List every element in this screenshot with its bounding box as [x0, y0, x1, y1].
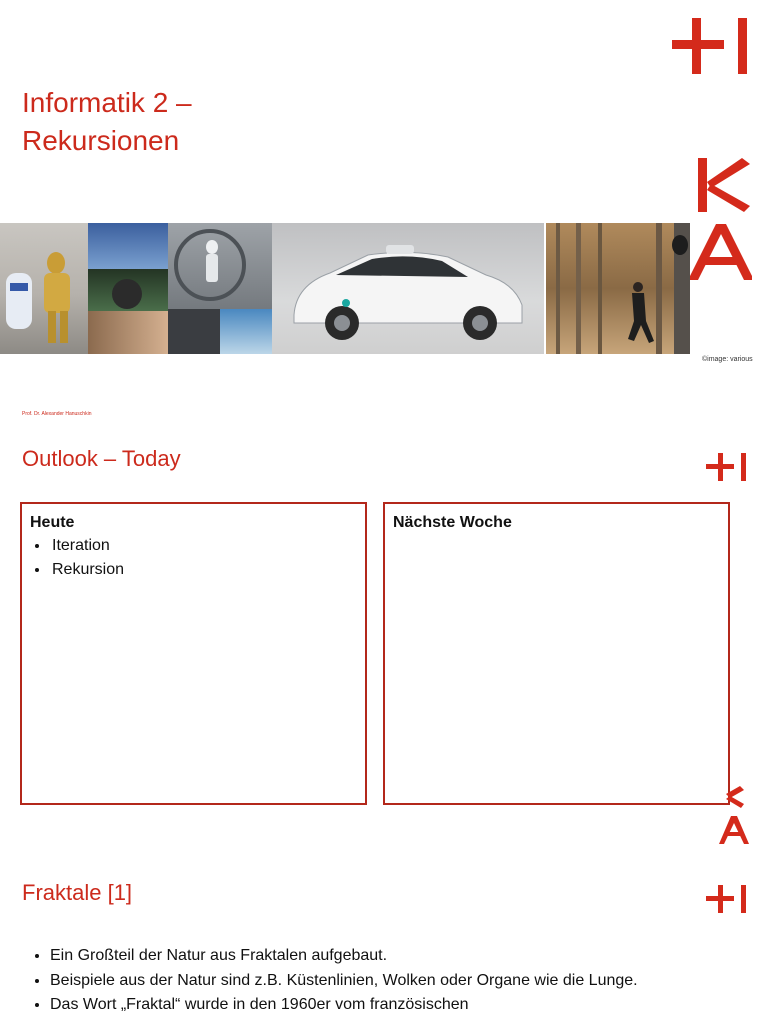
today-list — [22, 534, 365, 582]
hka-logo-small-2 — [706, 884, 748, 914]
list-item: • Iteration — [50, 534, 365, 558]
list-item: • Beispiele aus der Natur sind z.B. Küstenlinien, Wolken oder Organe wie die Lunge. — [50, 969, 768, 994]
header-image-strip — [0, 223, 690, 354]
hka-logo-ka-small — [714, 786, 754, 848]
self-driving-car-image — [272, 223, 544, 354]
list-item: • Das Wort „Fraktal“ wurde in den 1960er vom französischen — [50, 993, 768, 1018]
logo-k-mark — [698, 158, 750, 212]
hka-logo-small — [706, 452, 748, 482]
collage-image — [88, 223, 168, 354]
list-item: • Ein Großteil der Natur aus Fraktalen aufgebaut. — [50, 944, 768, 969]
logo-h-mark — [672, 18, 747, 74]
fraktale-list — [28, 944, 768, 1018]
today-heading: Heute — [30, 514, 75, 531]
image-credit: ©image: various — [702, 356, 753, 363]
slide-title: Informatik 2 – Rekursionen — [22, 87, 192, 156]
outlook-title: Outlook – Today — [22, 446, 181, 471]
robots-image — [0, 223, 88, 354]
today-box — [20, 502, 367, 805]
logo-a-mark — [688, 224, 752, 280]
forest-runner-image — [546, 223, 690, 354]
author-name: Prof. Dr. Alexander Hanuschkin — [22, 411, 92, 417]
next-week-box — [383, 502, 730, 805]
android-lab-image — [168, 223, 272, 354]
list-item: • Rekursion — [50, 558, 365, 582]
fraktale-title: Fraktale [1] — [22, 880, 133, 905]
next-week-heading: Nächste Woche — [393, 514, 512, 531]
